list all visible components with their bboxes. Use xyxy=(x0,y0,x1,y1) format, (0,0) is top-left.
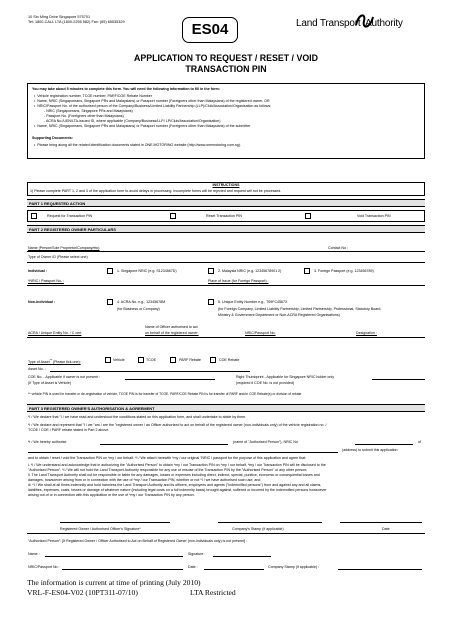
clause-iii-3: arising out of or in connection with this application or the use of *my / our Transaction PIN by any person. xyxy=(28,493,195,497)
uen-sub-label-2: Ministry & Government Department or Non-ACRA Registered Organisations) xyxy=(218,313,340,317)
acra-checkbox[interactable] xyxy=(107,299,113,305)
uen-label: 5. Unique Entity Number e.g., T09FC4567X xyxy=(218,300,288,304)
nric-passport-label: *NRIC / Passport No. : xyxy=(28,279,64,283)
declaration-2a: *I / We declare and represent that "I / we "am / are the "registered owner / an Officer authorized to act on behalf of the registered owner (non-individuals only) of the vehicle registration no. / xyxy=(28,423,327,427)
declaration-2b: TCOE / COE / PARF rebate stated in Part 2 above. xyxy=(28,428,110,432)
thumbprint-field[interactable] xyxy=(372,379,425,380)
contact-no-label: Contact No : xyxy=(328,246,348,250)
authorised-person-nric-field[interactable] xyxy=(355,444,413,445)
coe-no-label: COE No. - Applicable if owner is not present : xyxy=(28,375,101,379)
officer-label-1: Name of Officer authorised to act xyxy=(145,325,198,329)
foreign-passport-label: 3. Foreign Passport (e.g. 123456789) xyxy=(314,269,374,273)
intro-sub-bullet-2: - Passport No. (Foreigners other than Malaysians) xyxy=(44,114,124,118)
request-pin-label: Request for Transaction PIN xyxy=(47,214,93,218)
page-title: APPLICATION TO REQUEST / RESET / VOID xyxy=(134,53,318,63)
intro-bullet-2: • Name, NRIC (Singaporeans, Singapore PRs and Malaysians) or Passport number (Foreigners other than Malaysians) of the registered owner, OR xyxy=(34,99,270,103)
ap-signature-field[interactable] xyxy=(213,556,271,557)
reset-pin-label: Reset Transaction PIN xyxy=(206,214,242,218)
declaration-1: *I / We declare that "I / we have read and understood the conditions stated on this application form, and shall undertake to abide by them. xyxy=(28,415,247,419)
date-field[interactable] xyxy=(340,522,422,523)
right-thumbprint-label: Right Thumbprint - Applicable for Singapore NRIC holder only xyxy=(236,375,335,379)
coe-no-note: (If Type of Asset is Vehicle) xyxy=(28,381,72,385)
sg-nric-label: 1. Singapore NRIC (e.g. S1234567D) xyxy=(117,269,177,273)
intro-sub-bullet-3: - ACRA No./UEN/LTA-issued ID, where applicable (Company/Business/LLP/ LP/Club/Association/Organisation) xyxy=(44,119,221,123)
ap-date-label: Date : xyxy=(188,565,198,569)
part1-heading: PART 1 REQUESTED ACTION xyxy=(27,199,425,207)
designation-label: Designation : xyxy=(356,331,377,335)
clause-iii-1: iii. *I / We shall at all times indemnify and hold harmless the Land Transport Authority and its officers, employees and agents ("indemnified persons") from and against any and all claims, xyxy=(28,483,322,487)
asset-type-label: Type of Asset** (Please tick one): xyxy=(28,358,81,365)
authorised-person-address-field[interactable] xyxy=(28,452,338,453)
asset-footnote: ** vehicle PIN is used for transfer or de-registration of vehicle, TCOE PIN is for transfer of TCOE, PARF/COE Rebate PIN is for transfer of PARF and/or COE Rebate(s) or division of rebate xyxy=(28,392,302,396)
supporting-docs-heading: Supporting Documents: xyxy=(32,136,73,140)
instructions-heading: INSTRUCTIONS xyxy=(212,183,240,187)
authorised-person-name-field[interactable] xyxy=(100,444,228,445)
intro-bullet-1: • Vehicle registration number, TCOE number, PARF/COE Rebate Number xyxy=(34,94,152,98)
ap-stamp-label: Company Stamp (if applicable) : xyxy=(268,565,320,569)
foreign-passport-checkbox[interactable] xyxy=(304,268,310,274)
request-pin-checkbox[interactable] xyxy=(31,213,37,219)
signature-field[interactable] xyxy=(60,522,170,523)
footer-currency-note: The information is current at time of printing (July 2010) xyxy=(27,578,201,587)
intro-bullet-4: • Name, NRIC (Singaporeans, Singapore PRs and Malaysians) or Passport number (Foreigners other than Malaysians) of the submitter xyxy=(34,124,251,128)
authorise-text-a: *I / We hereby authorise xyxy=(28,440,67,444)
authorise-text-b: (name of "Authorised Person"), NRIC No xyxy=(233,440,298,444)
logo-text-land-transport: Land Transport xyxy=(296,18,361,29)
void-pin-checkbox[interactable] xyxy=(305,213,311,219)
vehicle-label: Vehicle xyxy=(113,358,125,362)
non-individual-label: Non-individual : xyxy=(28,300,56,304)
asset-no-field[interactable] xyxy=(50,371,250,372)
intro-bullet-3: • NRIC/Passport No. of the authorised person of the Company/Business/Limited Liability Partnership (LLP)/Club/Association/Organisation as follows: xyxy=(34,104,272,108)
owner-id-type-label: Type of Owner ID (Please select one) xyxy=(28,255,88,259)
address-line-2: Tel: 1800-CALL LTA (1800-2255 582) Fax: (65) 65535329 xyxy=(28,20,125,25)
logo-text xyxy=(296,18,403,30)
date-label: Date xyxy=(382,527,390,531)
tcoe-label: TCOE xyxy=(146,358,156,362)
ap-stamp-field[interactable] xyxy=(338,569,422,570)
authorise-text-d: (address) to submit this application xyxy=(342,448,398,452)
uen-sub-label-1: (for Foreign Company, Limited Liability Partnership, Limited Partnership, Professional, Statutory Board, xyxy=(218,307,382,311)
ap-signature-label: Signature : xyxy=(188,552,206,556)
authorise-text-c: of xyxy=(418,440,421,444)
reset-pin-checkbox[interactable] xyxy=(170,213,176,219)
intro-lead: You may take about 5 minutes to complete this form. You will need the following information to fill in the form: xyxy=(32,87,220,91)
uen-checkbox[interactable] xyxy=(208,299,214,305)
coe-no-field[interactable] xyxy=(125,379,215,380)
footer-form-ref: VRL-F-ES04-V02 (10PT311-07/10) xyxy=(27,588,138,597)
ap-date-field[interactable] xyxy=(204,569,264,570)
page-subtitle: TRANSACTION PIN xyxy=(185,64,267,74)
owner-name-field[interactable] xyxy=(27,251,425,252)
officer-nric-label: NRIC/Passport No: xyxy=(245,331,276,335)
part3-heading: PART 3 REGISTERED OWNER'S AUTHORISATION & AGREEMENT xyxy=(27,404,425,412)
clause-iii-2: liabilities, expenses, costs, losses or damage of whatever nature (including legal costs on a full indemnity basis) brought against, suffered or incurred by the indemnified persons howsoever xyxy=(28,488,327,492)
clause-ii-1: ii. The Land Transport Authority shall not be responsible or liable for any damages, losses or expenses including direct, indirect, special, punitive, economic or consequential losses and xyxy=(28,473,320,477)
acra-sub-label: (for Business or Company) xyxy=(117,307,160,311)
authorised-person-heading: "Authorised Person": [If Registered Owner / Officer Authorised to Act on Behalf of Registered Owner (non-individuals only) is not present] : xyxy=(28,539,248,543)
my-nric-checkbox[interactable] xyxy=(208,268,214,274)
parf-rebate-label: PARF Rebate xyxy=(179,358,201,362)
address-block xyxy=(28,15,125,25)
coe-rebate-checkbox[interactable] xyxy=(210,357,216,363)
right-thumbprint-note: (required if COE No. is not provided) xyxy=(236,381,295,385)
ap-name-label: Name : xyxy=(28,552,40,556)
vehicle-checkbox[interactable] xyxy=(105,357,111,363)
signature-label: Registered Owner / Authorised Officer's Signature* xyxy=(60,527,141,531)
supporting-docs-text: • Please bring along all the related identification documents stated in ONE.MOTORING website (http://www.onemotoring.com.sg). xyxy=(34,143,241,147)
company-stamp-label: Company's Stamp (if applicable) xyxy=(232,527,284,531)
officer-label-2: on behalf of the registered owner: xyxy=(145,331,199,335)
form-code: ES04 xyxy=(182,17,238,43)
sg-nric-checkbox[interactable] xyxy=(107,268,113,274)
clause-i-1: i. *I / We understand and acknowledge that in authorizing the "Authorised Person" to obtain *my / our Transaction PIN on *my / our behalf, *my / our Transaction PIN will be disclosed to the xyxy=(28,463,326,467)
owner-name-label: Name (Person/Sole Proprietor/Company/etc) xyxy=(28,246,100,250)
company-stamp-field[interactable] xyxy=(218,522,322,523)
authorise-text-e: and to obtain / reset / void the Transaction PIN on *my / our behalf. *I / We attach herewith *my / our original "NRIC / passport for the purpose of this application and agree that: xyxy=(28,456,307,460)
void-pin-label: Void Transaction PIN xyxy=(357,214,391,218)
asset-no-label: Asset No. : xyxy=(28,367,46,371)
clause-ii-2: damages, howsoever arising from or in connection with the use of *my / our Transaction PIN, whether or not *I / we have authorised such use; and xyxy=(28,478,261,482)
intro-sub-bullet-1: - NRIC (Singaporeans, Singapore PRs and Malaysians) xyxy=(44,109,133,113)
instructions-box xyxy=(27,182,425,196)
place-of-issue-label: Place of Issue (for Foreign Passport) : xyxy=(208,279,269,283)
parf-rebate-checkbox[interactable] xyxy=(170,357,176,363)
part2-heading: PART 2 REGISTERED OWNER PARTICULARS xyxy=(27,225,425,233)
ap-nric-label: NRIC/Passport No : xyxy=(28,565,60,569)
intro-box xyxy=(27,83,425,159)
ap-name-field[interactable] xyxy=(45,556,183,557)
nric-field[interactable] xyxy=(27,285,425,286)
individual-label: Individual : xyxy=(28,269,47,273)
tcoe-checkbox[interactable] xyxy=(138,357,144,363)
officer-field[interactable] xyxy=(27,337,425,338)
address-line-1: 10 Sin Ming Drive Singapore 575701 xyxy=(28,15,91,19)
divider xyxy=(27,533,425,534)
clause-i-2: "Authorised Person". *I / We will not hold the Land Transport Authority responsible for any use or misuse of the Transaction PIN by the "Authorised Person" or any other person; xyxy=(28,468,308,472)
footer-classification: LTA Restricted xyxy=(190,588,236,597)
coe-rebate-label: COE Rebate xyxy=(219,358,240,362)
my-nric-label: 2. Malaysia NRIC (e.g. 12345678901 2) xyxy=(218,269,282,273)
ap-nric-field[interactable] xyxy=(62,569,183,570)
divider xyxy=(27,262,425,263)
acra-label: 4. ACRA No. e.g., 12345678M xyxy=(117,300,166,304)
instructions-text: 1) Please complete PART 1, 2 and 3 of the application form to avoid delays in processing. Incomplete forms will be rejected and request will not be processed. xyxy=(30,189,282,193)
logo-text-authority: Authority xyxy=(365,18,403,29)
acra-uen-label: ACRA / Unique Entity No. / C cert xyxy=(28,331,82,335)
